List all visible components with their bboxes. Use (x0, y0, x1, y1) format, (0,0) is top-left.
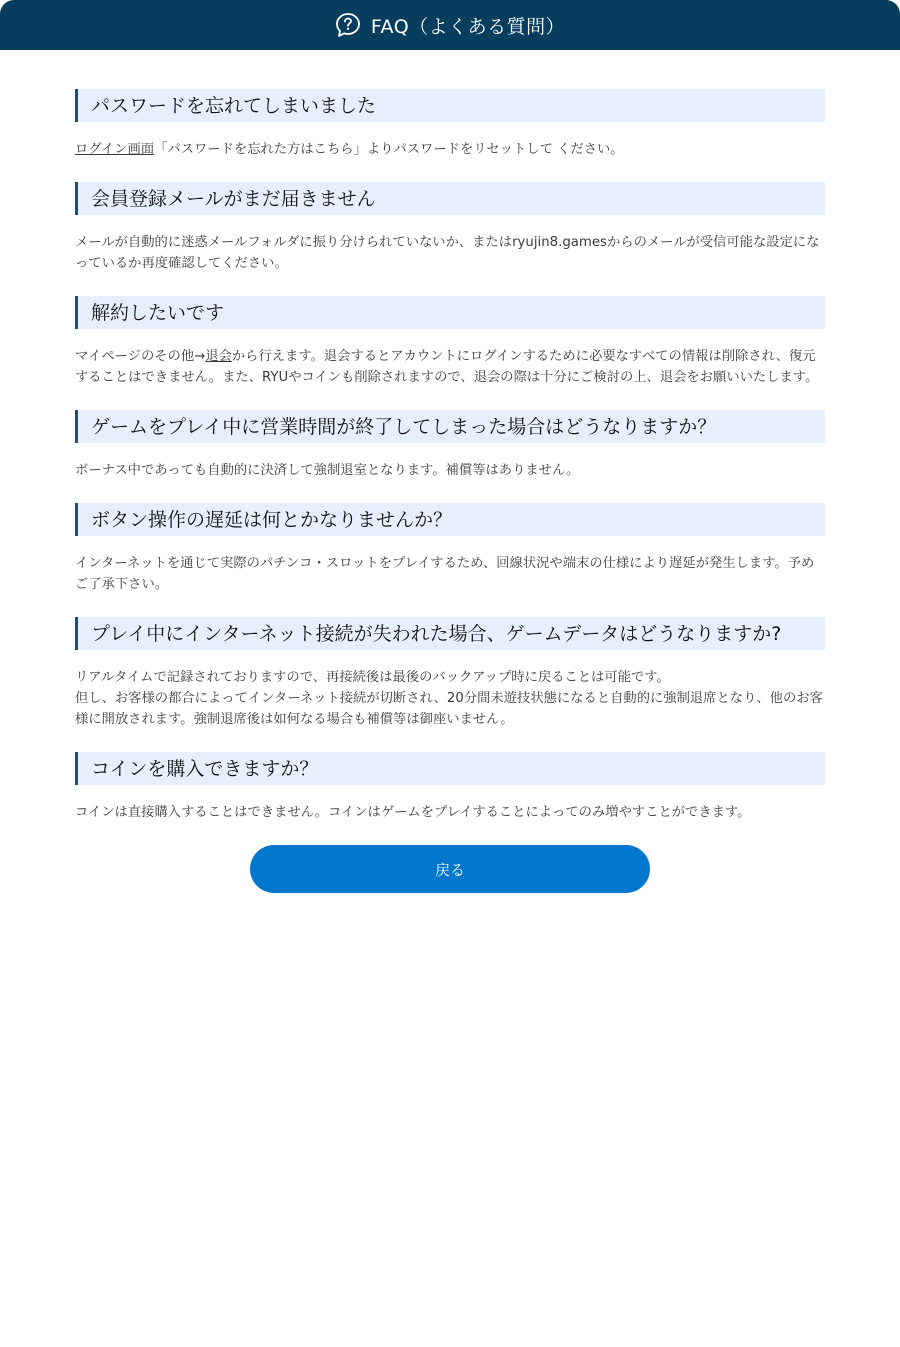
page-header (0, 0, 900, 50)
faq-question: ボタン操作の遅延は何とかなりませんか？ (75, 503, 825, 536)
faq-answer: リアルタイムで記録されておりますので、再接続後は最後のバックアップ時に戻ることは可能です。 但し、お客様の都合によってインターネット接続が切断され、20分間未遊技状態になると自動的に強制退席となり、他のお客様に開放されます。強制退席後は如何なる場合も補償等は御座いません。 (75, 670, 823, 727)
back-button-container (75, 845, 825, 893)
page-title: FAQ（よくある質問） (370, 15, 566, 38)
faq-answer-text: マイページのその他→ (75, 349, 206, 364)
faq-list (0, 50, 900, 893)
faq-item (75, 752, 825, 823)
withdraw-link[interactable]: 退会 (205, 349, 232, 364)
faq-item (75, 296, 825, 388)
faq-answer: ボーナス中であっても自動的に決済して強制退室となります。補償等はありません。 (75, 463, 580, 478)
faq-answer: インターネットを通じて実際のパチンコ・スロットをプレイするため、回線状況や端末の仕様により遅延が発生します。予めご了承下さい。 (75, 556, 815, 592)
faq-question: プレイ中にインターネット接続が失われた場合、ゲームデータはどうなりますか? (75, 617, 825, 650)
faq-item (75, 617, 825, 730)
faq-item (75, 89, 825, 160)
faq-item (75, 182, 825, 274)
faq-answer-text: 「パスワードを忘れた方はこちら」よりパスワードをリセットして ください。 (154, 142, 624, 157)
question-bubble-icon (335, 12, 361, 38)
faq-answer-text: から行えます。退会するとアカウントにログインするために必要なすべての情報は削除され、復元することはできません。また、RYUやコインも削除されますので、退会の際は十分にご検討の上、退会をお願いいたします。 (75, 349, 819, 385)
faq-answer: コインは直接購入することはできません。コインはゲームをプレイすることによってのみ増やすことができます。 (75, 805, 751, 820)
faq-question: 会員登録メールがまだ届きません (75, 182, 825, 215)
login-screen-link[interactable]: ログイン画面 (75, 142, 155, 157)
back-button[interactable]: 戻る (250, 845, 650, 893)
faq-answer (75, 346, 825, 388)
faq-question: 解約したいです (75, 296, 825, 329)
faq-item (75, 410, 825, 481)
faq-question: ゲームをプレイ中に営業時間が終了してしまった場合はどうなりますか？ (75, 410, 825, 443)
faq-answer: メールが自動的に迷惑メールフォルダに振り分けられていないか、またはryujin8.gamesからのメールが受信可能な設定になっているか再度確認してください。 (75, 235, 820, 271)
faq-item (75, 503, 825, 595)
faq-answer (75, 139, 825, 160)
faq-question: パスワードを忘れてしまいました (75, 89, 825, 122)
faq-question: コインを購入できますか？ (75, 752, 825, 785)
